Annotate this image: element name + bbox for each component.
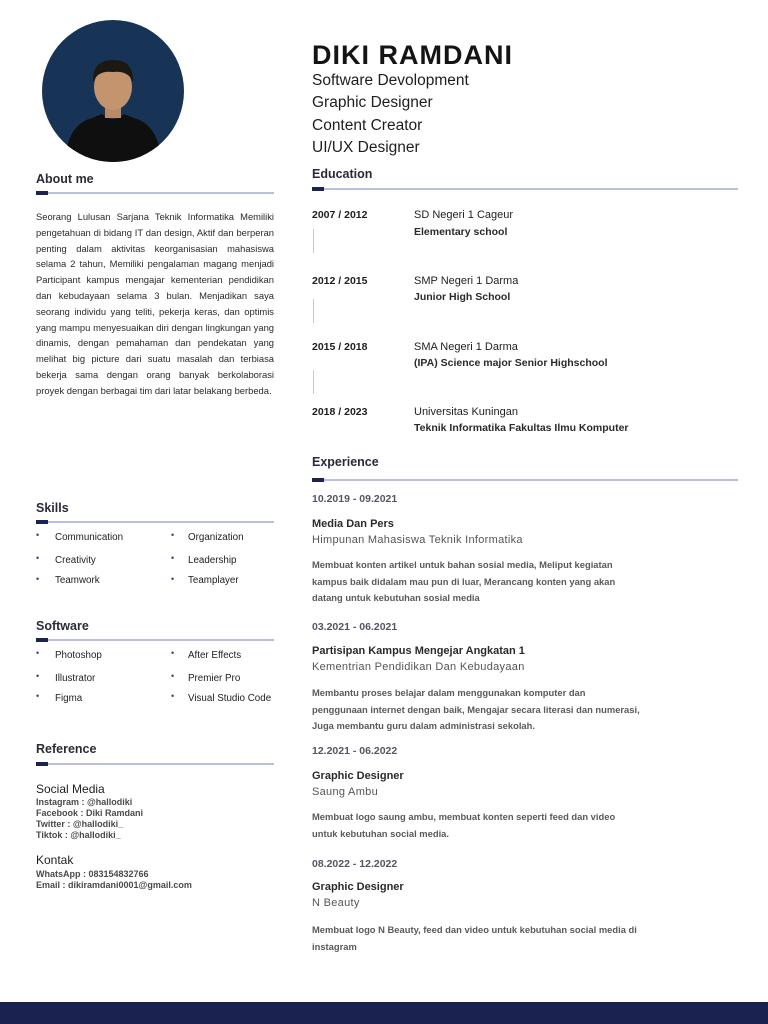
experience-rule-accent [312,478,324,482]
bullet-icon: • [171,671,175,681]
education-school: Universitas Kuningan [414,406,518,418]
reference-rule [36,763,274,765]
education-level: Junior High School [414,291,511,303]
about-rule-accent [36,191,48,195]
footer-bar [0,1002,768,1024]
software-item: Photoshop [55,650,102,661]
education-school: SMP Negeri 1 Darma [414,275,519,287]
experience-date: 03.2021 - 06.2021 [312,621,398,633]
experience-description: Membantu proses belajar dalam menggunakan komputer dan penggunaan internet dengan baik, Mengajar secara literasi dan numerasi, Juga membantu guru dalam administrasi sekolah. [312,687,640,731]
bullet-icon: • [171,553,175,563]
about-text: Seorang Lulusan Sarjana Teknik Informatika Memiliki pengetahuan di bidang IT dan design, Aktif dan berperan penting dalam aktivitas keorganisasian mahasiswa selama 2 tahun, Memiliki pengalaman magang menjadi Participant kampus mengajar kementerian pendidikan dan kebudayaan selama 3 bulan. Menjadikan saya seorang individu yang teliti, pekerja keras, dan optimis yang mampu menyesuaikan diri dengan lingkungan yang dinamis, dengan pemahaman dan pendekatan yang melihat big picture dari suatu masalah dan terbiasa bekerja sama dengan orang banyak berkolaborasi proyek dengan berbagai tim dari latar belakang berbeda. [36,211,274,396]
education-years: 2015 / 2018 [312,341,368,353]
experience-rule [312,479,738,481]
education-years: 2007 / 2012 [312,209,368,221]
experience-date: 10.2019 - 09.2021 [312,493,398,505]
bullet-icon: • [36,671,40,681]
reference-heading: Reference [36,742,97,756]
software-rule [36,639,274,641]
skills-heading: Skills [36,501,69,515]
experience-description: Membuat logo saung ambu, membuat konten seperti feed dan video untuk kebutuhan social media. [312,811,616,839]
software-item: Illustrator [55,673,96,684]
about-heading: About me [36,172,94,186]
education-rule-accent [312,187,324,191]
experience-organization: Saung Ambu [312,786,378,798]
social-tiktok: Tiktok : @hallodiki_ [36,830,121,840]
skill-item: Teamwork [55,575,100,586]
profile-photo [42,20,184,162]
skill-item: Leadership [188,555,237,566]
software-item: Visual Studio Code [188,693,272,704]
skills-rule-accent [36,520,48,524]
software-rule-accent [36,638,48,642]
education-years: 2012 / 2015 [312,275,368,287]
experience-title: Graphic Designer [312,770,404,782]
skill-item: Teamplayer [188,575,239,586]
bullet-icon: • [171,530,175,540]
education-level: Teknik Informatika Fakultas Ilmu Komputer [414,422,629,434]
skill-item: Creativity [55,555,96,566]
role-3: Content Creator [312,117,423,134]
education-rule [312,188,738,190]
role-4: UI/UX Designer [312,139,420,156]
bullet-icon: • [36,691,40,701]
experience-title: Graphic Designer [312,881,404,893]
software-item: After Effects [188,650,242,661]
bullet-icon: • [171,691,175,701]
experience-organization: N Beauty [312,897,360,909]
experience-organization: Himpunan Mahasiswa Teknik Informatika [312,534,523,546]
bullet-icon: • [36,553,40,563]
person-name: DIKI RAMDANI [312,40,513,70]
experience-description: Membuat logo N Beauty, feed dan video untuk kebutuhan social media di instagram [312,924,637,952]
education-heading: Education [312,167,373,181]
education-divider [313,229,314,253]
contact-whatsapp: WhatsApp : 083154832766 [36,869,149,879]
skill-item: Organization [188,532,244,543]
education-divider [313,370,314,394]
reference-rule-accent [36,762,48,766]
experience-title: Media Dan Pers [312,518,394,530]
experience-date: 12.2021 - 06.2022 [312,745,398,757]
software-item: Premier Pro [188,673,241,684]
contact-email: Email : dikiramdani0001@gmail.com [36,880,192,890]
bullet-icon: • [171,574,175,584]
role-2: Graphic Designer [312,94,433,111]
role-1: Software Devolopment [312,72,469,89]
software-item: Figma [55,693,83,704]
social-twitter: Twitter : @hallodiki_ [36,819,124,829]
experience-heading: Experience [312,455,379,469]
education-years: 2018 / 2023 [312,406,368,418]
contact-heading: Kontak [36,853,74,867]
experience-description: Membuat konten artikel untuk bahan sosial media, Meliput kegiatan kampus baik didalam mau pun di luar, Merancang konten yang akan datang untuk kebutuhan sosial media [312,559,616,603]
experience-organization: Kementrian Pendidikan Dan Kebudayaan [312,661,525,673]
bullet-icon: • [36,648,40,658]
social-instagram: Instagram : @hallodiki [36,797,133,807]
experience-date: 08.2022 - 12.2022 [312,858,398,870]
bullet-icon: • [171,648,175,658]
education-level: (IPA) Science major Senior Highschool [414,357,608,369]
social-facebook: Facebook : Diki Ramdani [36,808,144,818]
skill-item: Communication [55,532,124,543]
education-level: Elementary school [414,226,508,238]
bullet-icon: • [36,574,40,584]
education-school: SMA Negeri 1 Darma [414,341,518,353]
person-illustration [42,20,184,162]
social-media-heading: Social Media [36,782,105,796]
education-school: SD Negeri 1 Cageur [414,209,514,221]
bullet-icon: • [36,530,40,540]
about-rule [36,192,274,194]
skills-rule [36,521,274,523]
experience-title: Partisipan Kampus Mengejar Angkatan 1 [312,645,525,657]
software-heading: Software [36,619,89,633]
education-divider [313,299,314,323]
